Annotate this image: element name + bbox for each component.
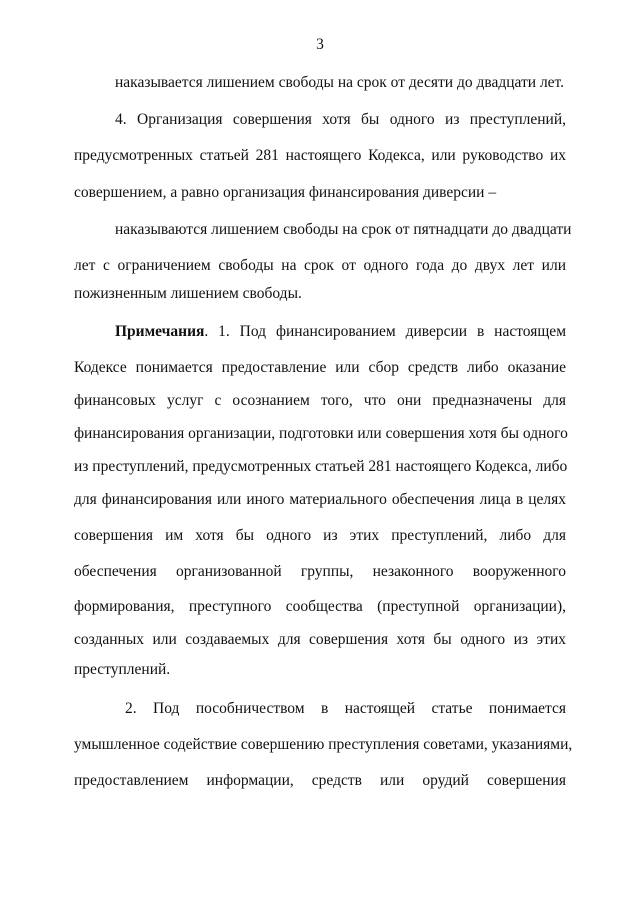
text-line: 4. Организация совершения хотя бы одного из преступлений, xyxy=(115,111,566,128)
text-line: обеспечения организованной группы, незаконного вооруженного xyxy=(74,563,566,580)
note-heading: Примечания xyxy=(115,323,205,340)
note-heading-line xyxy=(115,322,566,342)
text-line: лет с ограничением свободы на срок от одного года до двух лет или xyxy=(74,257,566,274)
text-line: пожизненным лишением свободы. xyxy=(74,285,302,302)
text-line: для финансирования или иного материального обеспечения лица в целях xyxy=(74,491,566,508)
text-line: финансирования организации, подготовки или совершения хотя бы одного xyxy=(74,425,568,442)
note-heading-rest: . 1. Под финансированием диверсии в настоящем xyxy=(204,323,566,340)
text-line: из преступлений, предусмотренных статьей 281 настоящего Кодекса, либо xyxy=(74,458,568,475)
text-line: финансовых услуг с осознанием того, что они предназначены для xyxy=(74,392,566,409)
text-line: совершения им хотя бы одного из этих преступлений, либо для xyxy=(74,527,566,544)
text-line: совершением, а равно организация финансирования диверсии – xyxy=(74,184,497,201)
text-line: созданных или создаваемых для совершения хотя бы одного из этих xyxy=(74,631,566,648)
text-line: Кодексе понимается предоставление или сбор средств либо оказание xyxy=(74,359,566,376)
text-line: предоставлением информации, средств или орудий совершения xyxy=(74,772,566,789)
text-line: предусмотренных статьей 281 настоящего Кодекса, или руководство их xyxy=(74,147,566,164)
page-number: 3 xyxy=(316,36,324,53)
text-line: наказываются лишением свободы на срок от пятнадцати до двадцати xyxy=(115,221,572,238)
text-line: 2. Под пособничеством в настоящей статье понимается xyxy=(125,700,566,717)
text-line: формирования, преступного сообщества (преступной организации), xyxy=(74,598,566,615)
text-line: преступлений. xyxy=(74,661,171,678)
text-line: наказывается лишением свободы на срок от десяти до двадцати лет. xyxy=(115,74,565,91)
text-line: умышленное содействие совершению преступления советами, указаниями, xyxy=(74,736,573,753)
